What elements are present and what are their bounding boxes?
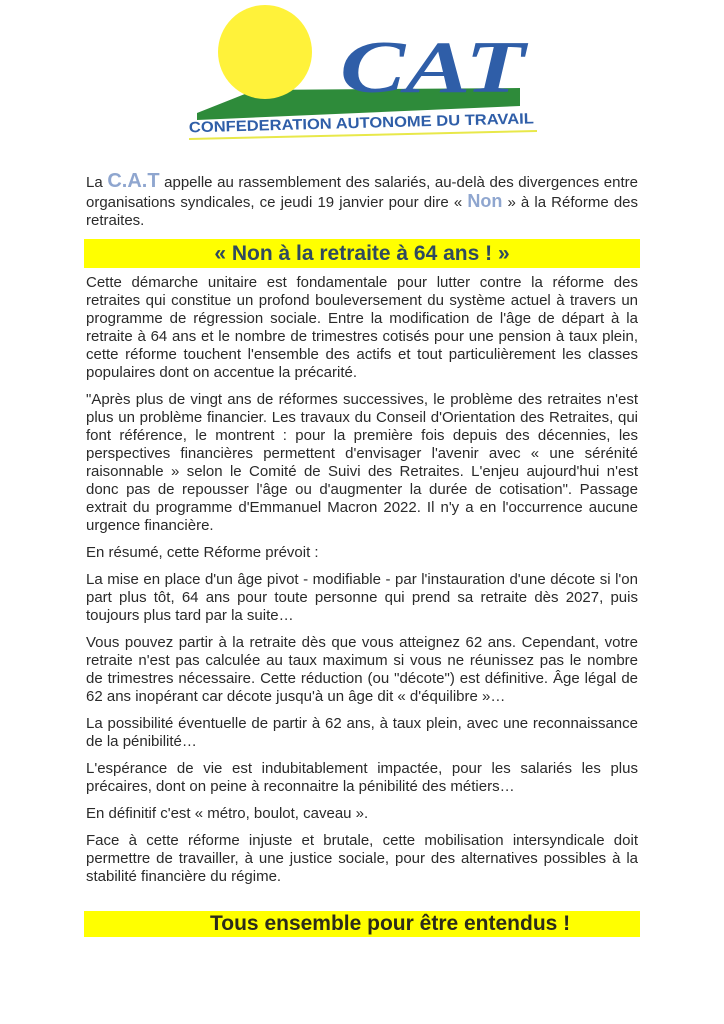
intro-paragraph: La C.A.T appelle au rassemblement des salariés, au-delà des divergences entre organisations syndicales, ce jeudi 19 janvier pour dire « Non » à la Réforme des retraites. <box>86 170 639 229</box>
headline-banner: « Non à la retraite à 64 ans ! » <box>84 239 640 268</box>
paragraph-macron-quote: "Après plus de vingt ans de réformes successives, le problème des retraites n'est plus un problème financier. Les travaux du Conseil d'Orientation des Retraites, qui font référence, le montrent : pour la première fois depuis des décennies, les perspectives financières permettent d'envisager l'avenir avec « une sérénité raisonnable » selon le Comité de Suivi des Retraites. L'enjeu aujourd'hui n'est donc pas de repousser l'âge ou d'augmenter la durée de cotisation". Passage extrait du programme d'Emmanuel Macron 2022. Il n'y a en l'occurrence aucune urgence financière. <box>86 391 638 534</box>
paragraph-life-expectancy: L'espérance de vie est indubitablement impactée, pour les salariés les plus précaires, dont on peine à reconnaitre la pénibilité des métiers… <box>86 760 638 795</box>
document-body <box>86 172 638 895</box>
closing-text: Tous ensemble pour être entendus ! <box>210 912 571 935</box>
cat-logo <box>175 0 545 148</box>
paragraph-penibilite: La possibilité éventuelle de partir à 62 ans, à taux plein, avec une reconnaissance de la pénibilité… <box>86 715 638 750</box>
logo-sun <box>218 5 312 99</box>
closing-banner <box>84 911 640 937</box>
no-emphasis: Non <box>467 191 503 211</box>
org-name: C.A.T <box>107 170 160 192</box>
paragraph-decote: Vous pouvez partir à la retraite dès que vous atteignez 62 ans. Cependant, votre retraite n'est pas calculée au taux maximum si vous ne réunissez pas le nombre de trimestres nécessaire. Cette réduction (ou "décote") est définitive. Âge légal de 62 ans inopérant car décote jusqu'à un âge dit « d'équilibre »… <box>86 634 638 705</box>
logo-name: CONFEDERATION AUTONOME DU TRAVAIL <box>188 111 503 137</box>
paragraph-metro-boulot: En définitif c'est « métro, boulot, caveau ». <box>86 805 369 822</box>
paragraph-pivot-age: La mise en place d'un âge pivot - modifiable - par l'instauration d'une décote si l'on part plus tôt, 64 ans pour toute personne qui prend sa retraite dès 2027, puis toujours plus tard par la suite… <box>86 571 638 624</box>
paragraph-unitary: Cette démarche unitaire est fondamentale pour lutter contre la réforme des retraites qui constitue un profond bouleversement du système actuel à travers un programme de régression sociale. Entre la modification de l'âge de départ à la retraite à 64 ans et le nombre de trimestres cotisés pour une pension à taux plein, cette réforme touchent l'ensemble des actifs et tout particulièrement les classes populaires dont on accentue la précarité. <box>86 274 638 381</box>
paragraph-summary-intro: En résumé, cette Réforme prévoit : <box>86 544 319 561</box>
paragraph-conclusion: Face à cette réforme injuste et brutale, cette mobilisation intersyndicale doit permettre de travailler, à une justice sociale, pour des alternatives possibles à la stabilité financière du régime. <box>86 832 638 885</box>
logo-acronym: CAT <box>340 27 529 109</box>
